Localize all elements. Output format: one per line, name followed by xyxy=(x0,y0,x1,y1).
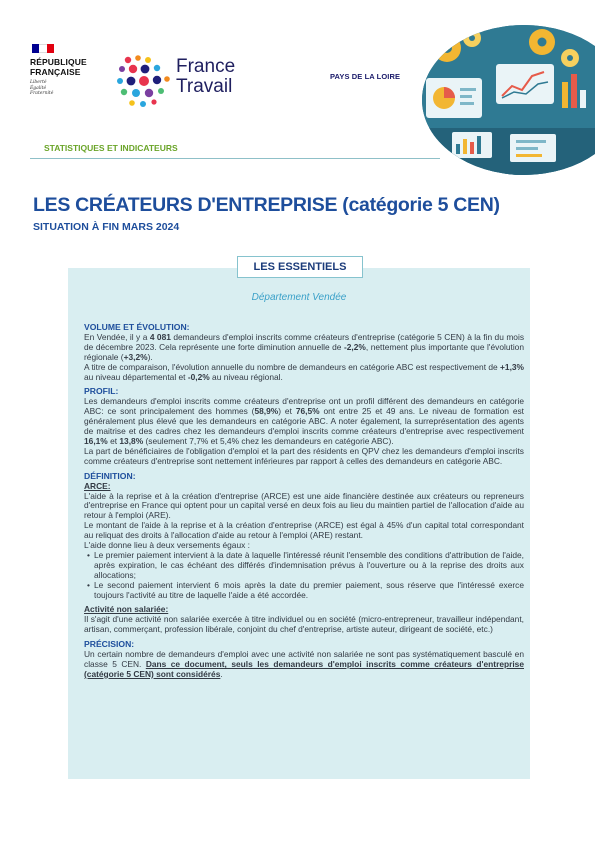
page-subtitle: SITUATION À FIN MARS 2024 xyxy=(33,221,180,233)
volume-heading: VOLUME ET ÉVOLUTION: xyxy=(84,322,190,332)
arce-heading: ARCE: xyxy=(84,480,111,491)
essentials-tab: LES ESSENTIELS xyxy=(237,256,363,278)
france-travail-dots-icon xyxy=(116,54,172,108)
definition-heading: DÉFINITION: xyxy=(84,470,136,481)
activity-heading: Activité non salariée: xyxy=(84,604,169,615)
volume-paragraph-1: En Vendée, il y a 4 081 demandeurs d'emploi inscrits comme créateurs d'entreprise (catégorie 5 CEN) à la fin du mois de décembre 2023. Cela représente une forte diminution annuelle de -2,2%, nettement plus importante que l'évolution régionale (+3,2%). xyxy=(84,331,525,362)
arce-paragraph-2: Le montant de l'aide à la reprise et à la création d'entreprise (ARCE) est égal à 45% d'un capital total correspondant au reliquat des droits à l'allocation d'aide au retour à l'emploi (ARE) restant. xyxy=(84,520,524,541)
arce-paragraph-1: L'aide à la reprise et à la création d'entreprise (ARCE) est une aide financière destinée aux créateurs ou repreneurs d'entreprise en France qui optent pour un capital versé en deux fois au lieu du maintien partiel de l'allocation d'aide au retour à l'emploi (ARE). xyxy=(84,490,524,521)
gov-name: RÉPUBLIQUE FRANÇAISE xyxy=(30,57,87,77)
statistics-illustration xyxy=(412,20,595,175)
precision-heading: PRÉCISION: xyxy=(84,639,135,650)
profil-paragraph-2: La part de bénéficiaires de l'obligation d'emploi et la part des résidents en QPV chez les demandeurs d'emploi inscrits comme créateurs d'entreprise sont nettement inférieures par rapport à celles des demandeurs en catégorie ABC. xyxy=(84,445,524,466)
header-divider xyxy=(30,158,440,159)
page-title: LES CRÉATEURS D'ENTREPRISE (catégorie 5 CEN) xyxy=(33,194,500,216)
gov-motto: Liberté Égalité Fraternité xyxy=(30,80,54,96)
republique-francaise-logo xyxy=(30,44,102,97)
french-flag-icon xyxy=(32,44,54,53)
volume-paragraph-2: A titre de comparaison, l'évolution annuelle du nombre de demandeurs en catégorie ABC est respectivement de +1,3% au niveau départemental et -0,2% au niveau régional. xyxy=(84,361,524,382)
region-label: PAYS DE LA LOIRE xyxy=(330,72,401,81)
arce-paragraph-3: L'aide donne lieu à deux versements égaux : xyxy=(84,540,250,551)
profil-paragraph-1: Les demandeurs d'emploi inscrits comme créateurs d'entreprise ont un profil différent des demandeurs en catégorie ABC: ce sont principalement des hommes (58,9%) et 76,5% ont entre 25 et 49 ans. Le niveau de formation est généralement plus élevé que les demandeurs en catégorie ABC. A noter également, la surreprésentation des agents de maitrise et des cadres chez les demandeurs d'emploi inscrits comme créateurs d'entreprise avec respectivement 16,1% et 13,8% (seulement 7,7% et 5,4% chez les demandeurs en catégorie ABC). xyxy=(84,396,524,446)
activity-paragraph: Il s'agit d'une activité non salariée exercée à titre individuel ou en société (micro-entrepreneur, travailleur indépendant, artisan, commerçant, profession libérale, conjoint du chef d'entreprise, artiste auteur, dirigeant de société, etc.) xyxy=(84,614,524,635)
france-travail-logo xyxy=(116,50,251,112)
profil-heading: PROFIL: xyxy=(84,386,119,397)
arce-bullet-2: • Le second paiement intervient 6 mois après la date du premier paiement, sous réserve que l'intéressé exerce toujours l'activité au titre de laquelle l'aide a été accordée. xyxy=(84,581,524,601)
essentials-content xyxy=(84,323,524,680)
precision-highlight: Dans ce document, seuls les demandeurs d'emploi inscrits comme créateurs d'entreprise (catégorie 5 CEN) sont considérés xyxy=(84,659,524,679)
arce-bullet-1: • Le premier paiement intervient à la date à laquelle l'intéressé réunit l'ensemble des conditions d'attribution de l'aide, après expiration, le cas échéant des différés d'indemnisation prévus à l'ouverture ou à la reprise des droits aux allocations; xyxy=(84,551,524,581)
france-travail-wordmark: France Travail xyxy=(176,56,236,97)
section-label: STATISTIQUES ET INDICATEURS xyxy=(44,143,178,153)
department-label: Département Vendée xyxy=(251,292,347,303)
precision-paragraph: Un certain nombre de demandeurs d'emploi avec une activité non salariée ne sont pas systématiquement basculé en classe 5 CEN. Dans ce document, seuls les demandeurs d'emploi inscrits comme créateurs d'entreprise (catégorie 5 CEN) sont considérés. xyxy=(84,649,524,679)
